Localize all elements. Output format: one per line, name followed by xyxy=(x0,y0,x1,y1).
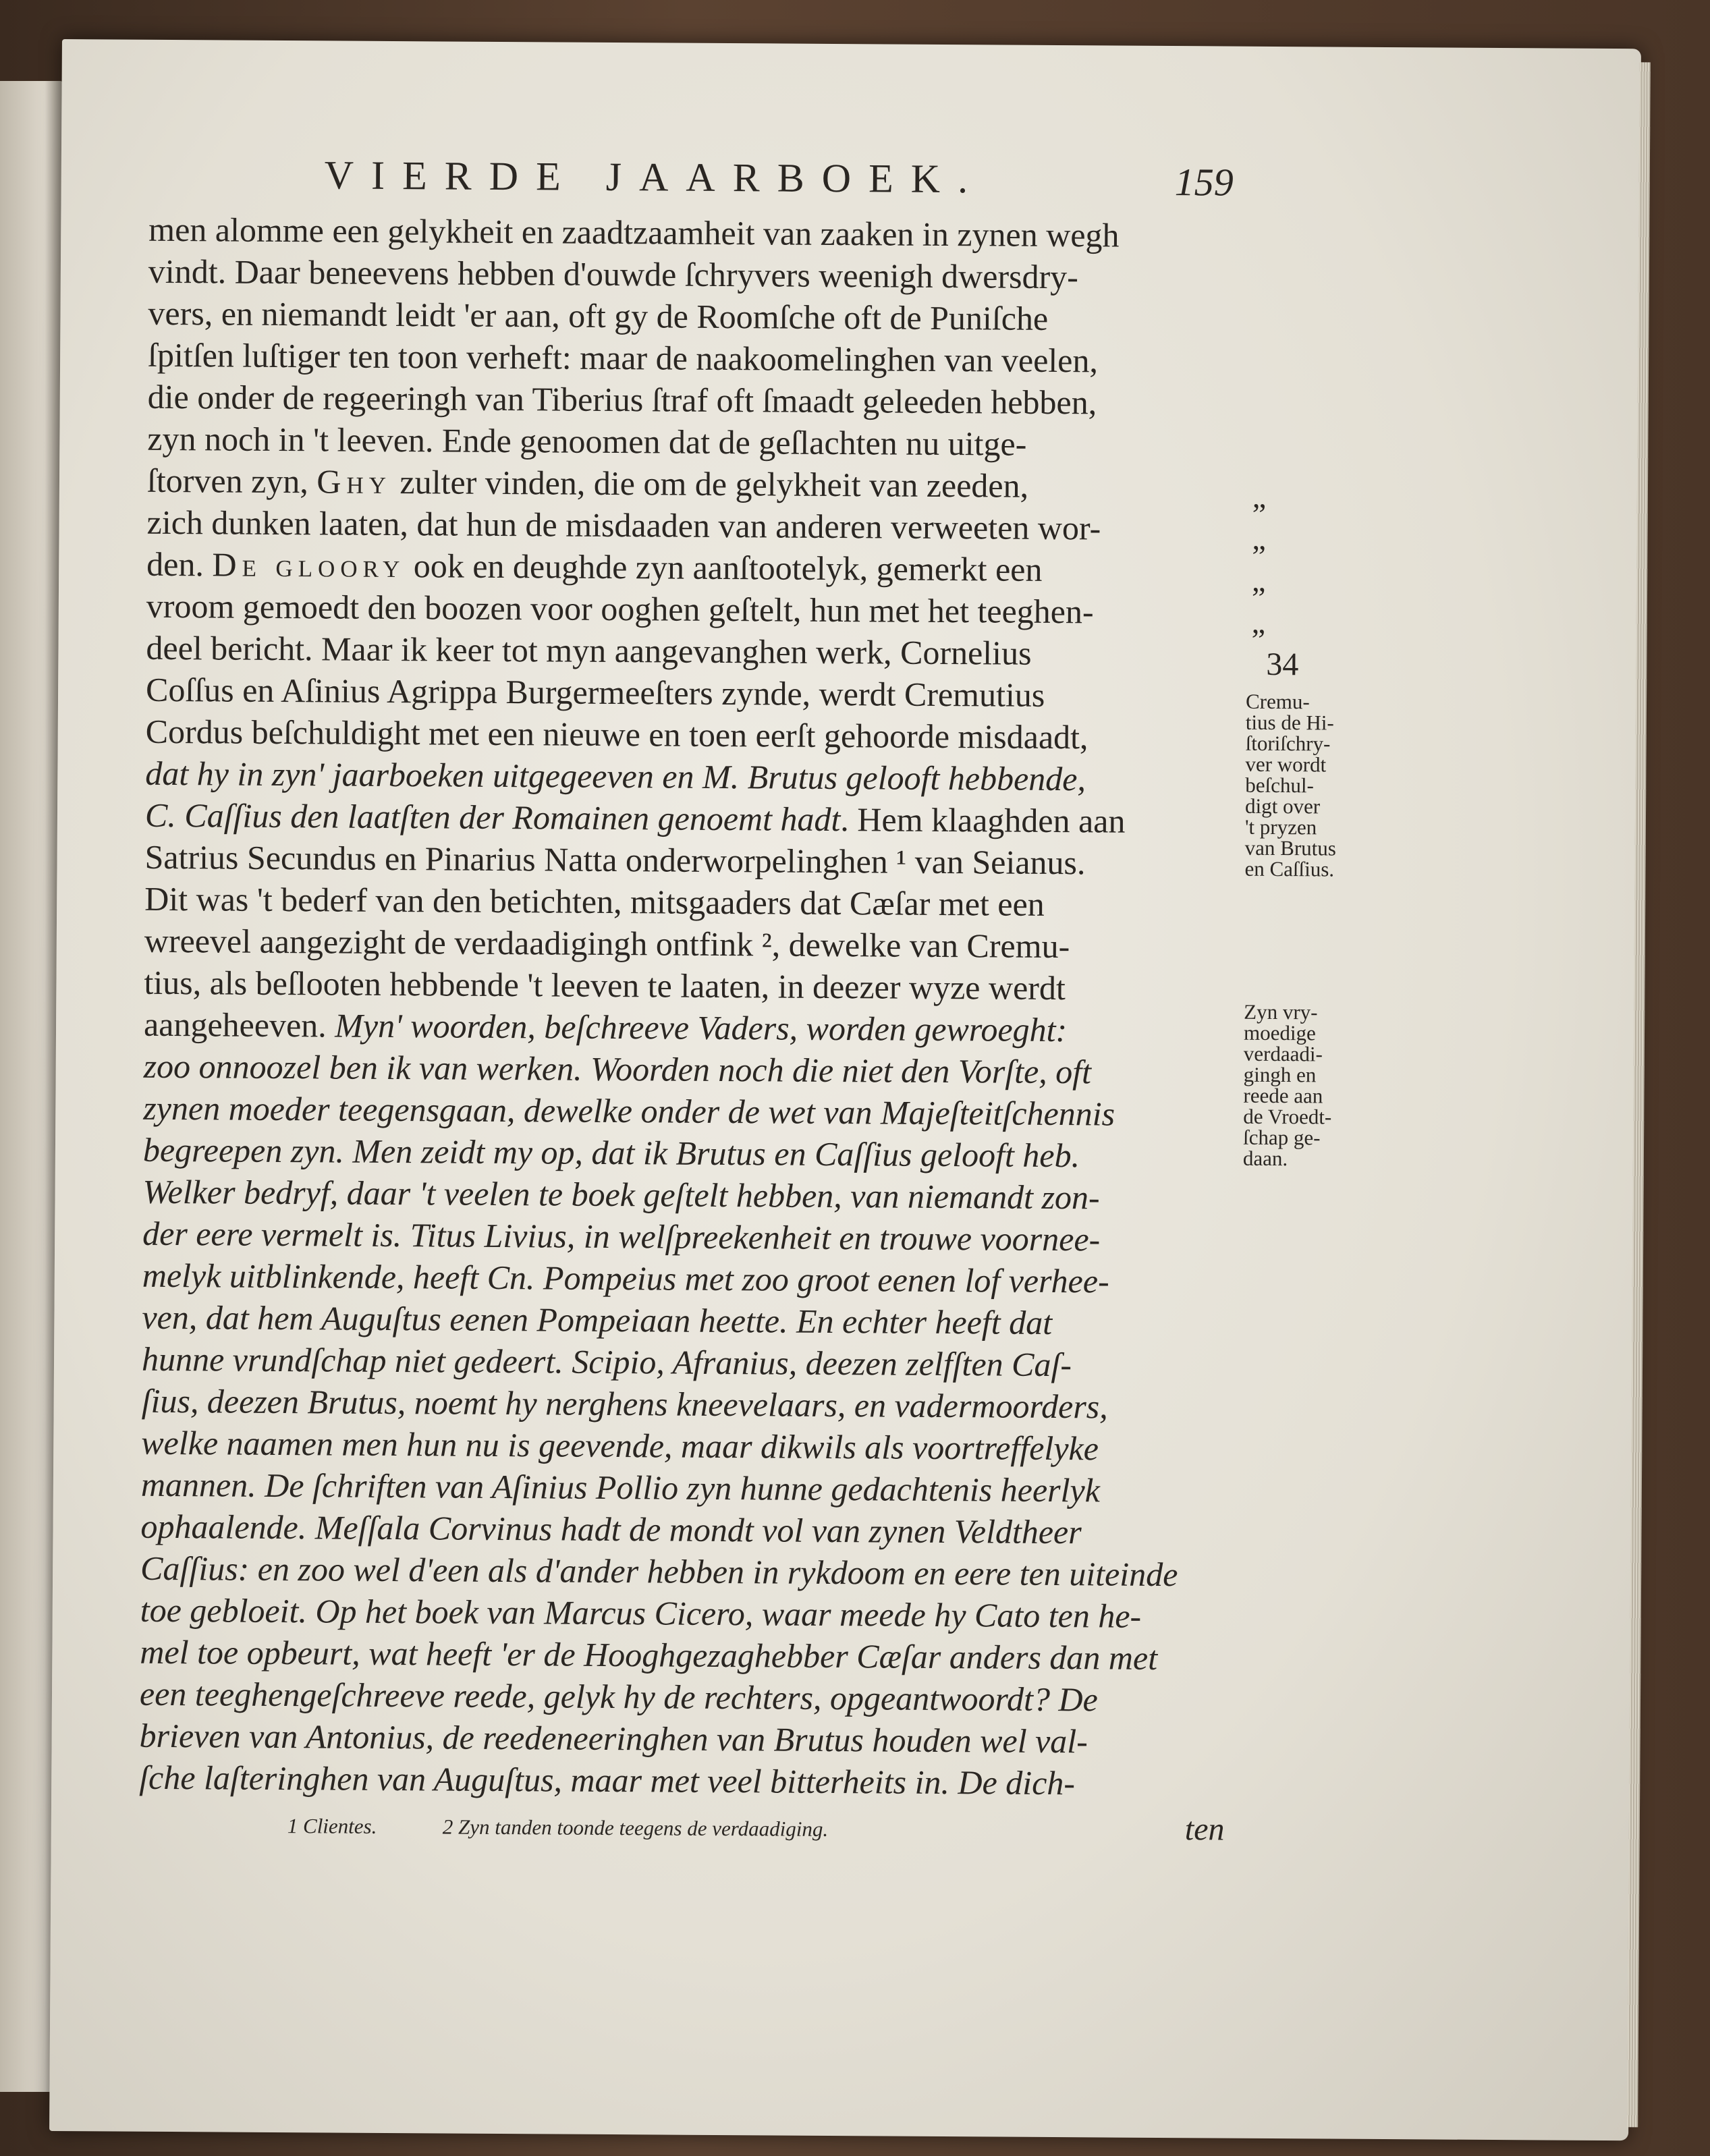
italic-text: dat hy in zyn' jaarboeken uitgegeeven en M. Brutus gelooft hebbende, xyxy=(145,754,1086,798)
italic-text: Caſſius: en zoo wel d'een als d'ander hebben in rykdoom en eere ten uiteinde xyxy=(140,1549,1178,1594)
text-line xyxy=(144,920,1251,968)
roman-text: Satrius Secundus en Pinarius Natta onderworpelinghen ¹ van Seianus. xyxy=(144,837,1086,882)
italic-text: toe gebloeit. Op het boek van Marcus Cicero, waar meede hy Cato ten he- xyxy=(140,1591,1142,1635)
text-line xyxy=(139,1715,1246,1763)
roman-text: ook en deughde zyn aanſtootelyk, gemerkt een xyxy=(405,547,1043,588)
text-line xyxy=(141,1464,1248,1512)
text-line xyxy=(143,1087,1250,1136)
margin-note-line: moedige xyxy=(1243,1020,1316,1045)
margin-note-cremutius xyxy=(1244,691,1337,880)
italic-text: mel toe opbeurt, wat heeft 'er de Hooghgezaghebber Cæſar anders dan met xyxy=(140,1632,1158,1677)
quote-mark: „ xyxy=(1251,605,1266,640)
roman-text: Coſſus en Aſinius Agrippa Burgermeeſters zynde, werdt Cremutius xyxy=(145,670,1045,714)
margin-note-line: verdaadi- xyxy=(1243,1041,1323,1066)
roman-text: zich dunken laaten, dat hun de misdaaden van anderen verweeten wor- xyxy=(146,503,1101,547)
text-line xyxy=(146,669,1252,717)
quote-mark: „ xyxy=(1252,521,1267,556)
text-line xyxy=(147,418,1254,466)
roman-text: De gloory xyxy=(212,545,406,585)
text-line xyxy=(144,962,1250,1010)
margin-note-line: tius de Hi- xyxy=(1245,710,1334,735)
text-line xyxy=(146,711,1252,759)
text-line xyxy=(139,1757,1246,1805)
italic-text: hunne vrundſchap niet gedeert. Scipio, Afranius, deezen zelfſten Caſ- xyxy=(141,1339,1072,1384)
margin-number: 34 xyxy=(1266,646,1299,683)
margin-note-line: van Brutus xyxy=(1244,835,1337,860)
footnote-1: 1 Clientes. xyxy=(287,1814,377,1838)
italic-text: mannen. De ſchriften van Aſinius Pollio zyn hunne gedachtenis heerlyk xyxy=(140,1465,1101,1510)
text-line xyxy=(142,1338,1248,1387)
italic-text: ſius, deezen Brutus, noemt hy nerghens kneevelaars, en vadermoorders, xyxy=(141,1381,1108,1426)
book-page xyxy=(49,39,1641,2140)
text-line xyxy=(148,250,1255,299)
text-line xyxy=(141,1380,1248,1429)
margin-note-line: gingh en xyxy=(1243,1062,1317,1087)
margin-note-line: de Vroedt- xyxy=(1243,1104,1332,1129)
text-line xyxy=(144,836,1251,885)
text-line xyxy=(141,1422,1248,1470)
roman-text: . Hem klaaghden aan xyxy=(840,800,1126,840)
catchword: ten xyxy=(1184,1811,1225,1848)
text-line xyxy=(146,543,1253,592)
text-line xyxy=(144,1045,1250,1094)
text-line xyxy=(142,1171,1249,1219)
italic-text: een teeghengeſchreeve reede, gelyk hy de rechters, opgeantwoordt? De xyxy=(139,1674,1098,1719)
roman-text: vroom gemoedt den boozen voor ooghen geſtelt, hun met het teeghen- xyxy=(146,586,1094,631)
text-line xyxy=(144,1003,1250,1052)
roman-text: tius, als beſlooten hebbende 't leeven te laaten, in deezer wyze werdt xyxy=(144,963,1066,1007)
text-line xyxy=(146,627,1252,675)
text-line xyxy=(148,334,1254,383)
text-line xyxy=(143,1129,1250,1178)
roman-text: Dit was 't bederf van den betichten, mitsgaaders dat Cæſar met een xyxy=(144,879,1045,923)
roman-text: Cordus beſchuldight met een nieuwe en toen eerſt gehoorde misdaadt, xyxy=(145,712,1088,756)
footnote-2: 2 Zyn tanden toonde teegens de verdaadiging. xyxy=(442,1815,829,1841)
margin-note-line: daan. xyxy=(1242,1146,1288,1171)
margin-note-line: beſchul- xyxy=(1245,773,1314,798)
italic-text: ven, dat hem Auguſtus eenen Pompeiaan heette. En echter heeft dat xyxy=(142,1298,1053,1342)
text-line xyxy=(148,209,1255,257)
roman-text: men alomme een gelykheit en zaadtzaamheit van zaaken in zynen wegh xyxy=(148,210,1120,254)
margin-note-line: ſchap ge- xyxy=(1242,1125,1321,1150)
roman-text: wreevel aangezight de verdaadigingh ontfink ², dewelke van Cremu- xyxy=(144,921,1070,966)
italic-text: ophaalende. Meſſala Corvinus hadt de mondt vol van zynen Veldtheer xyxy=(140,1507,1082,1551)
margin-note-line: ver wordt xyxy=(1245,752,1327,777)
page-number: 159 xyxy=(1174,160,1234,204)
italic-text: Welker bedryf, daar 't veelen te boek geſtelt hebben, van niemandt zon- xyxy=(142,1172,1100,1217)
quote-mark: „ xyxy=(1251,563,1266,598)
quote-mark: „ xyxy=(1252,479,1267,514)
italic-text: ſche laſteringhen van Auguſtus, maar met veel bitterheits in. De dich- xyxy=(139,1758,1076,1802)
text-line xyxy=(148,376,1254,424)
margin-note-line: ſtoriſchry- xyxy=(1245,731,1331,756)
roman-text: zyn noch in 't leeven. Ende genoomen dat de geſlachten nu uitge- xyxy=(147,419,1027,463)
text-line xyxy=(140,1547,1247,1596)
text-line xyxy=(145,794,1252,843)
text-line xyxy=(142,1296,1248,1345)
text-line xyxy=(142,1213,1249,1261)
margin-note-line: reede aan xyxy=(1243,1083,1323,1108)
text-line xyxy=(140,1589,1247,1638)
roman-text: deel bericht. Maar ik keer tot myn aangevanghen werk, Cornelius xyxy=(146,628,1032,672)
roman-text: ſpitſen luſtiger ten toon verheft: maar de naakoomelinghen van veelen, xyxy=(147,335,1099,380)
margin-note-defence xyxy=(1243,1001,1333,1169)
page-stack-edge xyxy=(1627,62,1651,2127)
text-line xyxy=(140,1673,1246,1721)
italic-text: brieven van Antonius, de reedeneeringhen van Brutus houden wel val- xyxy=(139,1716,1088,1761)
italic-text: zynen moeder teegensgaan, dewelke onder de wet van Majeſteitſchennis xyxy=(143,1088,1115,1133)
margin-note-line: Cremu- xyxy=(1245,689,1310,714)
italic-text: zoo onnoozel ben ik van werken. Woorden noch die niet den Vorſte, oft xyxy=(143,1047,1092,1091)
text-line xyxy=(146,585,1253,634)
roman-text: aangeheeven. xyxy=(143,1005,335,1045)
roman-text: ſtorven zyn, xyxy=(146,461,317,501)
margin-note-line: digt over xyxy=(1244,794,1321,819)
italic-text: C. Caſſius den laatſten der Romainen genoemt hadt xyxy=(144,796,841,839)
text-line xyxy=(145,752,1252,801)
margin-note-line: Zyn vry- xyxy=(1244,999,1318,1024)
text-line xyxy=(146,501,1253,550)
text-line xyxy=(144,878,1251,927)
roman-text: die onder de regeeringh van Tiberius ſtraf oft ſmaadt geleeden hebben, xyxy=(147,377,1097,422)
margin-note-line: en Caſſius. xyxy=(1244,856,1335,881)
roman-text: vindt. Daar beneevens hebben d'ouwde ſchryvers weenigh dwersdry- xyxy=(148,252,1079,296)
text-line xyxy=(140,1631,1246,1680)
italic-text: Myn' woorden, beſchreeve Vaders, worden gewroeght: xyxy=(335,1006,1068,1049)
italic-text: welke naamen men hun nu is geevende, maar dikwils als voortreffelyke xyxy=(141,1423,1099,1468)
roman-text: Ghy xyxy=(316,462,392,501)
text-line xyxy=(142,1254,1249,1303)
text-line xyxy=(148,292,1254,341)
italic-text: melyk uitblinkende, heeft Cn. Pompeius met zoo groot eenen lof verhee- xyxy=(142,1256,1109,1300)
roman-text: zulter vinden, die om de gelykheit van zeeden, xyxy=(391,462,1029,505)
roman-text: den. xyxy=(146,545,213,584)
text-line xyxy=(147,460,1254,508)
italic-text: begreepen zyn. Men zeidt my op, dat ik Brutus en Caſſius gelooft heb. xyxy=(142,1130,1080,1175)
italic-text: der eere vermelt is. Titus Livius, in welſpreekenheit en trouwe voornee- xyxy=(142,1214,1101,1259)
margin-note-line: 't pryzen xyxy=(1244,814,1317,839)
text-line xyxy=(140,1505,1247,1554)
running-title: VIERDE JAARBOEK. xyxy=(324,153,986,202)
roman-text: vers, en niemandt leidt 'er aan, oft gy de Roomſche oft de Puniſche xyxy=(148,294,1049,337)
